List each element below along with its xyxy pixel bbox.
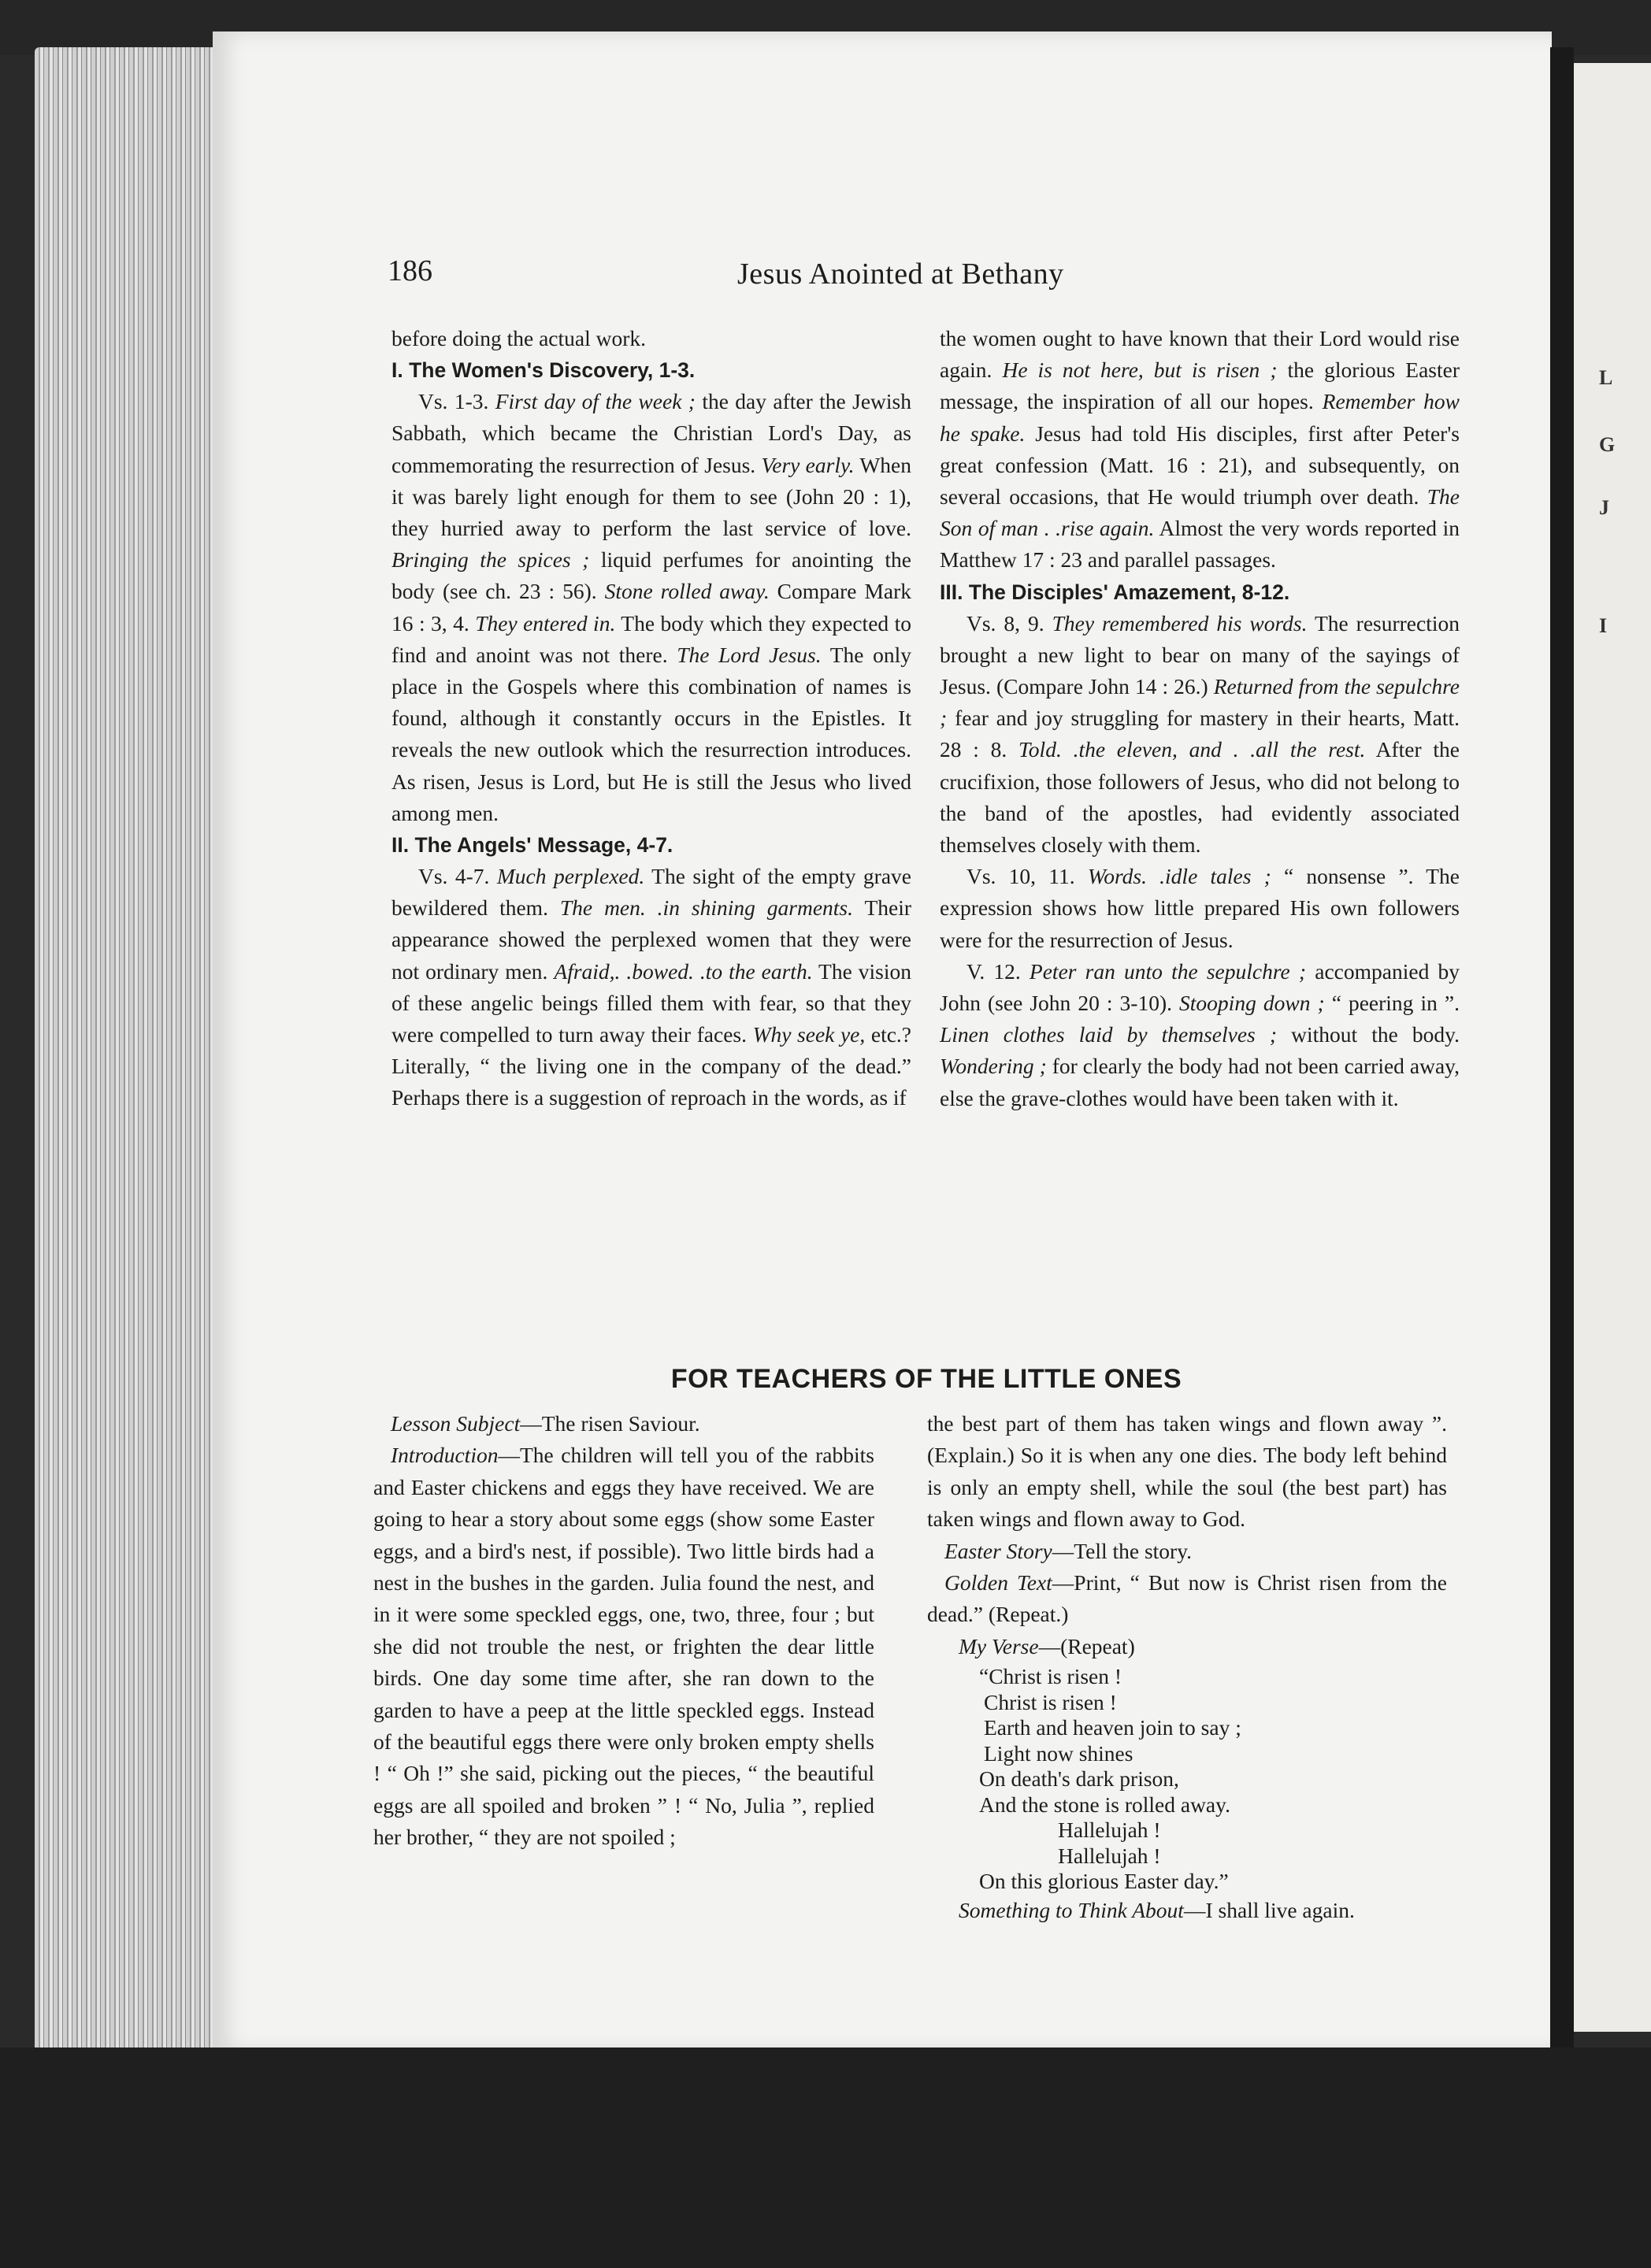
italic-run: Stone rolled away. [604,579,770,604]
text-run: —The children will tell you of the rabbits and Easter chickens and eggs they have received. We are going to hear a story about some eggs (show some Easter eggs, and a bird's nest, if possible). Two little birds had a nest in the bushes in the garden. Julia found the nest, and in it were some speckled eggs, one, two, three, four ; but she did not trouble the nest, or frighten the dear little birds. One day some time after, she ran down to the garden to have a peep at the little speckled eggs. Instead of the beautiful eggs there were only broken empty shells ! “ Oh !” she said, picking out the pieces, “ the beautiful eggs are all spoiled and broken ” ! “ No, Julia ”, replied her brother, “ they are not spoiled ; [373,1443,874,1850]
teachers-heading: FOR TEACHERS OF THE LITTLE ONES [670,1364,1182,1394]
paragraph [927,1631,1447,1662]
text-run: Vs. 10, 11. [966,864,1088,889]
paragraph [940,323,1460,576]
section-heading: I. The Women's Discovery, 1-3. [391,358,696,383]
poem-line: Hallelujah ! [1058,1843,1161,1868]
italic-run: The Son of man . .rise again. [940,484,1460,541]
text-run: Almost the very words reported in Matthew 17 : 23 and parallel passages. [940,516,1460,573]
text-run: Vs. 1-3. [418,389,495,414]
facing-page-letter: L [1599,366,1613,389]
poem-line: Light now shines [984,1740,1133,1766]
italic-run: He is not here, but is risen ; [1002,358,1278,383]
opening-line: before doing the actual work. [391,326,647,350]
italic-run: My Verse [959,1633,1039,1658]
italic-run: They remembered his words. [1052,610,1308,636]
facing-page-letter: I [1599,614,1608,637]
italic-run: Words. .idle tales ; [1087,864,1271,889]
text-run: The sight of the empty grave bewildered them. [391,864,911,921]
text-run: Vs. 4-7. [418,864,497,889]
page-number: 186 [388,254,432,287]
section-heading: II. The Angels' Message, 4-7. [391,833,673,858]
right-column [940,323,1460,1114]
text-run: accompanied by John (see John 20 : 3-10). [940,958,1460,1016]
text-run: fear and joy struggling for mastery in their hearts, Matt. 28 : 8. [940,706,1460,762]
poem-line: Hallelujah ! [1058,1818,1161,1843]
text-run: Vs. 8, 9. [966,610,1052,636]
italic-run: First day of the week ; [495,389,696,414]
paragraph [940,608,1460,862]
paragraph [373,1408,874,1440]
text-run: After the crucifixion, those followers of Jesus, who did not belong to the band of the apostles, had evidently associated themselves closely with them. [940,737,1460,858]
section-heading: III. The Disciples' Amazement, 8-12. [940,580,1290,604]
text-run: The only place in the Gospels where this combination of names is found, although it constantly occurs in the Epistles. It reveals the new outlook which the resurrection introduces. As risen, Jesus is Lord, but He is still the Jesus who lived among men. [391,642,911,825]
italic-run: Stooping down ; [1179,991,1325,1016]
italic-run: Lesson Subject [391,1411,521,1436]
text-run: Compare Mark 16 : 3, 4. [391,579,912,636]
left-column [391,323,911,1114]
text-run: The vision of these angelic beings filled them with fear, so that they were compelled to turn away their faces. [391,958,911,1047]
facing-page-edge [1574,63,1651,2032]
facing-page-letter: J [1599,496,1609,519]
page-header [388,254,1475,301]
paragraph [373,1440,874,1853]
italic-run: Returned from the sepulchre ; [940,674,1460,731]
italic-run: Peter ran unto the sepulchre ; [1029,958,1307,984]
text-run: Their appearance showed the perplexed women that they were not ordinary men. [391,895,911,984]
italic-run: Very early. [761,452,855,477]
book-gutter [1550,47,1574,2048]
text-run: When it was barely light enough for them to see (John 20 : 1), they hurried away to perform the last service of love. [391,452,911,541]
text-run: V. 12. [966,958,1030,984]
facing-page-letter: G [1599,433,1616,456]
italic-run: They entered in. [475,610,616,636]
text-run: liquid perfumes for anointing the body (see ch. 23 : 56). [391,547,911,604]
text-run: —Print, “ But now is Christ risen from the dead.” (Repeat.) [927,1570,1447,1627]
poem-line: “Christ is risen ! [979,1664,1122,1689]
text-run: —I shall live again. [1183,1897,1355,1922]
text-run: “ peering in ”. [1324,991,1460,1016]
running-title: Jesus Anointed at Bethany [737,258,1064,291]
text-run: the glorious Easter message, the inspiration of all our hopes. [940,358,1460,414]
poem [979,1664,1447,1895]
paragraph [391,861,911,1114]
italic-run: The men. .in shining garments. [559,895,854,921]
italic-run: Introduction [391,1443,499,1468]
italic-run: Afraid,. .bowed. .to the earth. [554,958,813,984]
italic-run: The Lord Jesus. [677,642,822,667]
italic-run: Remember how he spake. [940,389,1460,446]
paragraph [391,386,911,829]
paragraph [940,861,1460,956]
text-run: —The risen Saviour. [520,1411,700,1436]
italic-run: Something to Think About [959,1897,1184,1922]
text-run: —(Repeat) [1038,1633,1135,1658]
text-run: for clearly the body had not been carried away, else the grave-clothes would have been taken with it. [940,1054,1460,1110]
paragraph [927,1567,1447,1631]
poem-line: Christ is risen ! [984,1689,1117,1714]
italic-run: Linen clothes laid by themselves ; [940,1022,1278,1047]
paragraph: the best part of them has taken wings and flown away ”. (Explain.) So it is when any one dies. The body left behind is only an empty shell, while the soul (the best part) has taken wings and flown away to God. [927,1411,1447,1532]
text-run: “ nonsense ”. The expression shows how little prepared His own followers were for the resurrection of Jesus. [940,864,1460,952]
italic-run: Told. .the eleven, and . .all the rest. [1018,737,1366,762]
text-run: the women ought to have known that their Lord would rise again. [940,326,1460,383]
poem-line: On this glorious Easter day.” [979,1869,1229,1894]
italic-run: Easter Story [944,1538,1052,1563]
scan-background-bottom [0,2048,1651,2268]
text-run: Jesus had told His disciples, first after Peter's great confession (Matt. 16 : 21), and subsequently, on several occasions, that He would triumph over death. [940,421,1460,510]
text-run: —Tell the story. [1052,1538,1193,1563]
text-run: without the body. [1277,1022,1460,1047]
italic-run: Bringing the spices ; [391,547,590,573]
teachers-left-column [373,1408,874,1854]
italic-run: Wondering ; [940,1054,1047,1079]
italic-run: Why seek ye, [752,1022,866,1047]
book-page-edges [35,47,216,2063]
text-run: The resurrection brought a new light to bear on many of the sayings of Jesus. (Compare John 14 : 26.) [940,610,1460,699]
italic-run: Much perplexed. [496,864,645,889]
teachers-right-column [927,1408,1447,1926]
text-run: the day after the Jewish Sabbath, which became the Christian Lord's Day, as commemorating the resurrection of Jesus. [391,389,911,477]
italic-run: Golden Text [944,1570,1052,1595]
poem-line: On death's dark prison, [979,1766,1179,1792]
text-run: The body which they expected to find and anoint was not there. [391,610,911,667]
text-run: etc.? Literally, “ the living one in the company of the dead.” Perhaps there is a suggestion of reproach in the words, as if [391,1022,911,1110]
paragraph [940,956,1460,1114]
paragraph [927,1895,1447,1926]
paragraph [927,1536,1447,1567]
poem-line: And the stone is rolled away. [979,1792,1230,1817]
poem-line: Earth and heaven join to say ; [984,1715,1241,1740]
